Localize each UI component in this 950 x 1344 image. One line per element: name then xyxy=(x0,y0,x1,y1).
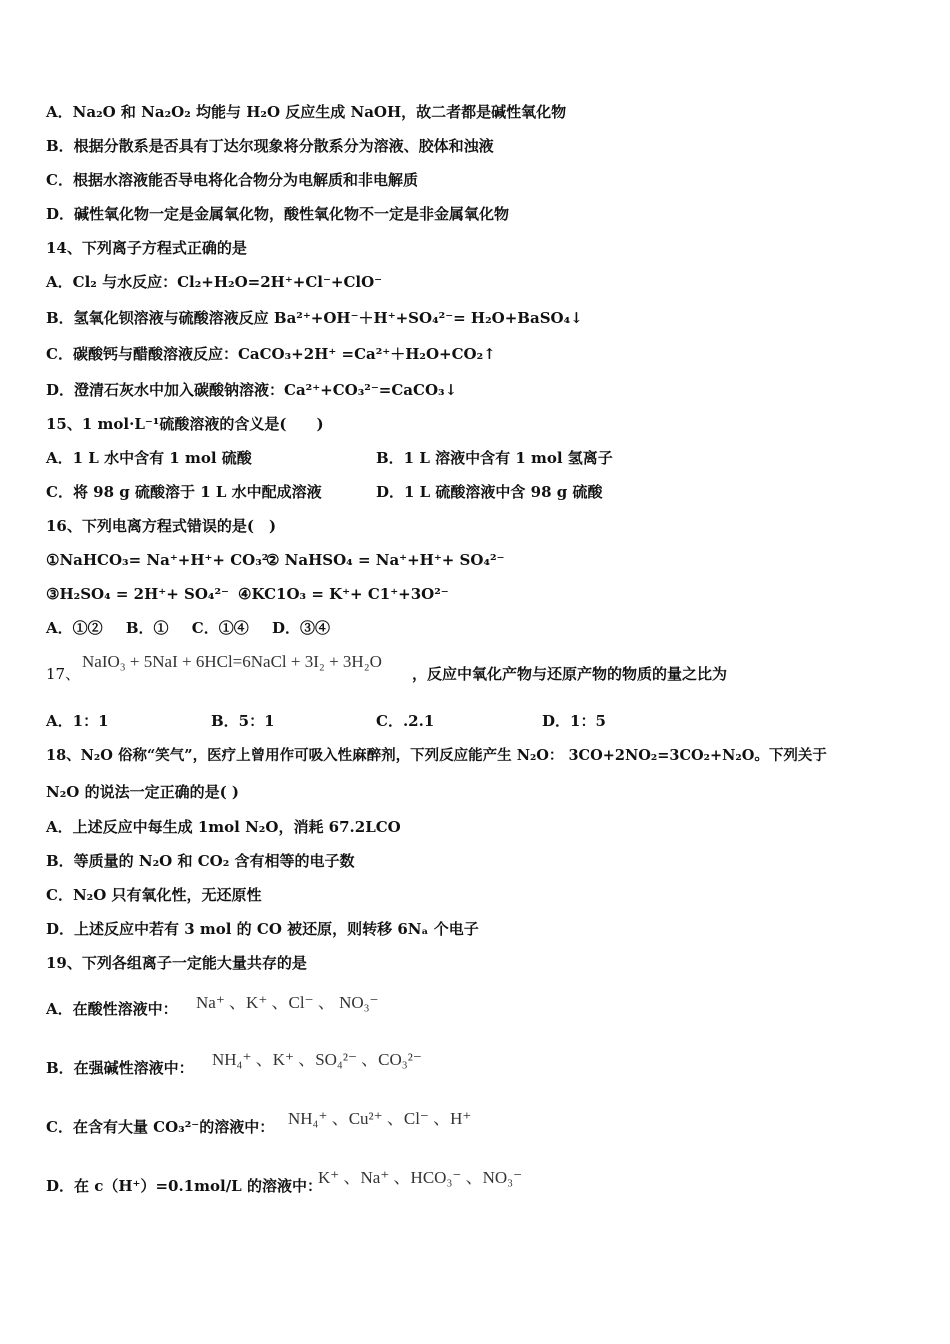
q14-option-b xyxy=(46,308,583,328)
q14-option-c-equation: CaCO₃+2H⁺ =Ca²⁺＋H₂O+CO₂↑ xyxy=(237,345,496,363)
q19-option-d xyxy=(46,1168,523,1196)
q16-option-a: A．①② xyxy=(46,619,103,637)
q14-option-a xyxy=(46,272,382,292)
q19-option-b-ions: NH₄⁺ 、K⁺ 、SO₄²⁻ 、CO₃²⁻ xyxy=(212,1050,422,1069)
q13-option-c: C．根据水溶液能否导电将化合物分为电解质和非电解质 xyxy=(46,171,418,189)
q18-option-c: C．N₂O 只有氧化性，无还原性 xyxy=(46,886,262,904)
q15-option-d: D．1 L 硫酸溶液中含 98 g 硫酸 xyxy=(376,483,603,501)
q19-option-a xyxy=(46,993,379,1019)
q14-option-a-equation: Cl₂+H₂O=2H⁺+Cl⁻+ClO⁻ xyxy=(177,273,383,291)
q18-option-a: A．上述反应中每生成 1mol N₂O，消耗 67.2LCO xyxy=(46,818,401,836)
q19-option-c-text: C．在含有大量 CO₃²⁻的溶液中： xyxy=(46,1118,275,1136)
q16-equation-4: ④KC1O₃ = K⁺+ C1⁺+3O²⁻ xyxy=(238,585,449,603)
q17-number: 17、 xyxy=(46,665,81,683)
q15-options-row2 xyxy=(46,482,603,502)
q15-option-b: B．1 L 溶液中含有 1 mol 氢离子 xyxy=(376,449,613,467)
q18-option-b: B．等质量的 N₂O 和 CO₂ 含有相等的电子数 xyxy=(46,852,355,870)
q18-stem-line2: N₂O 的说法一定正确的是( ) xyxy=(46,783,239,801)
q19-option-b-text: B．在强碱性溶液中： xyxy=(46,1059,194,1077)
q14-option-c-text: C．碳酸钙与醋酸溶液反应： xyxy=(46,345,238,363)
q13-option-d: D．碱性氧化物一定是金属氧化物，酸性氧化物不一定是非金属氧化物 xyxy=(46,205,510,223)
q16-equations-row2 xyxy=(46,584,449,604)
q17-option-d: D．1：5 xyxy=(542,712,606,730)
q15-option-c: C．将 98 g 硫酸溶于 1 L 水中配成溶液 xyxy=(46,483,322,501)
q13-option-a: A．Na₂O 和 Na₂O₂ 均能与 H₂O 反应生成 NaOH，故二者都是碱性氧化物 xyxy=(46,103,567,121)
q19-option-b xyxy=(46,1050,422,1078)
q17-stem-line xyxy=(46,652,728,684)
q16-equation-3: ③H₂SO₄ = 2H⁺+ SO₄²⁻ xyxy=(46,585,229,603)
q14-option-a-text: A．Cl₂ 与水反应： xyxy=(46,273,178,291)
q16-option-c: C．①④ xyxy=(191,619,249,637)
q14-option-c xyxy=(46,344,496,364)
q18-option-d: D．上述反应中若有 3 mol 的 CO 被还原，则转移 6Nₐ 个电子 xyxy=(46,920,479,938)
q19-option-a-ions: Na⁺ 、K⁺ 、Cl⁻ 、 NO₃⁻ xyxy=(196,993,379,1012)
q19-option-a-text: A．在酸性溶液中： xyxy=(46,1000,178,1018)
q16-options xyxy=(46,618,330,638)
q16-equation-2: ② NaHSO₄ = Na⁺+H⁺+ SO₄²⁻ xyxy=(266,551,505,569)
q14-option-d xyxy=(46,380,457,400)
q16-stem: 16、下列电离方程式错误的是( ) xyxy=(46,517,277,535)
q19-option-d-text: D．在 c（H⁺）=0.1mol/L 的溶液中： xyxy=(46,1177,322,1195)
q15-options-row1 xyxy=(46,448,613,468)
q19-option-c-ions: NH₄⁺ 、Cu²⁺ 、Cl⁻ 、H⁺ xyxy=(288,1109,472,1128)
q17-option-b: B．5：1 xyxy=(211,712,275,730)
q13-option-b: B．根据分散系是否具有丁达尔现象将分散系分为溶液、胶体和浊液 xyxy=(46,137,494,155)
q14-option-b-equation: Ba²⁺+OH⁻＋H⁺+SO₄²⁻= H₂O+BaSO₄↓ xyxy=(273,309,583,327)
q14-option-b-text: B．氢氧化钡溶液与硫酸溶液反应 xyxy=(46,309,274,327)
q17-equation: NaIO₃ + 5NaI + 6HCl=6NaCl + 3I₂ + 3H₂O xyxy=(82,652,382,671)
q16-option-b: B．① xyxy=(125,619,169,637)
q15-stem: 15、1 mol·L⁻¹硫酸溶液的含义是( ) xyxy=(46,415,324,433)
q19-stem: 19、下列各组离子一定能大量共存的是 xyxy=(46,954,307,972)
q16-equation-1: ①NaHCO₃= Na⁺+H⁺+ CO₃²⁻ xyxy=(46,551,277,569)
q14-option-d-equation: Ca²⁺+CO₃²⁻=CaCO₃↓ xyxy=(284,381,458,399)
q17-options xyxy=(46,711,606,731)
q19-option-d-ions: K⁺ 、Na⁺ 、HCO₃⁻ 、NO₃⁻ xyxy=(318,1168,523,1187)
q17-option-a: A．1：1 xyxy=(46,712,109,730)
q14-option-d-text: D．澄清石灰水中加入碳酸钠溶液： xyxy=(46,381,285,399)
q15-option-a: A．1 L 水中含有 1 mol 硫酸 xyxy=(46,449,252,467)
q16-option-d: D．③④ xyxy=(271,619,330,637)
q16-equations-row1 xyxy=(46,550,505,570)
q18-stem-line1: 18、N₂O 俗称“笑气”，医疗上曾用作可吸入性麻醉剂，下列反应能产生 N₂O： 3CO+2NO₂=3CO₂+N₂O。下列关于 xyxy=(46,747,827,764)
q17-option-c: C．.2.1 xyxy=(376,712,435,730)
q14-stem: 14、下列离子方程式正确的是 xyxy=(46,239,247,257)
q17-stem: ，反应中氧化产物与还原产物的物质的量之比为 xyxy=(412,665,728,683)
q19-option-c xyxy=(46,1109,472,1137)
